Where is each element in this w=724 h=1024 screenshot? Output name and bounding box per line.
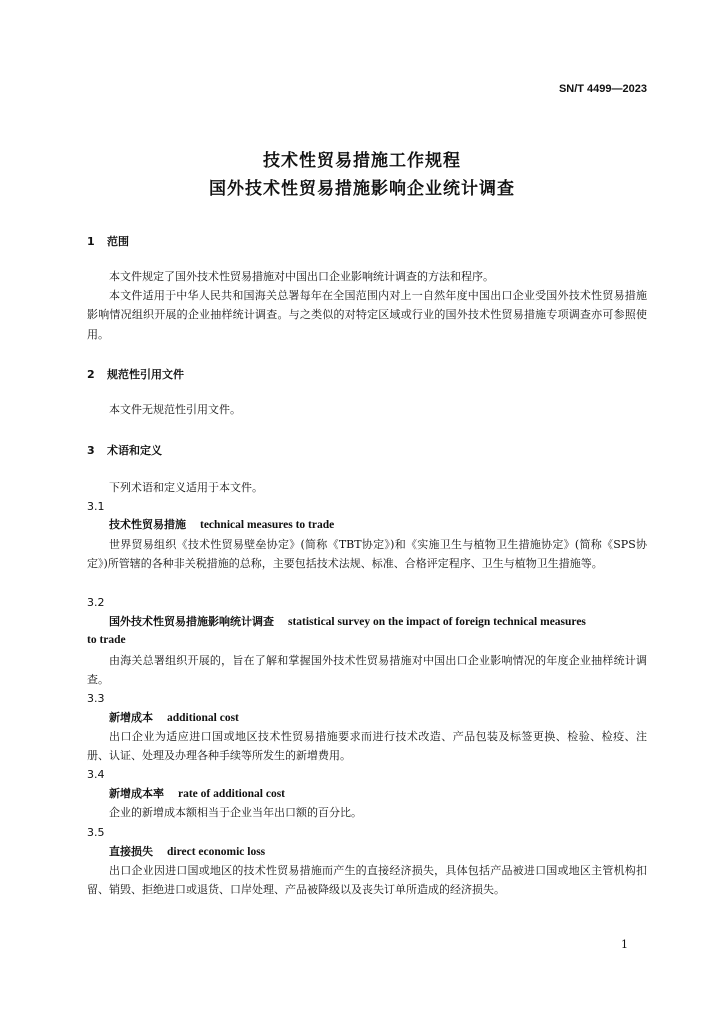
section-3-heading (87, 442, 162, 458)
term-en: direct economic loss (167, 846, 266, 858)
term-en: technical measures to trade (200, 519, 335, 531)
term-zh: 国外技术性贸易措施影响统计调查 (109, 615, 274, 628)
clause-number: 3.5 (87, 826, 105, 839)
term-entry-continued (87, 630, 647, 650)
section-number: 2 (87, 368, 95, 381)
section-number: 1 (87, 235, 95, 248)
term-entry (87, 515, 647, 535)
term-entry (87, 708, 647, 728)
clause-number: 3.2 (87, 596, 105, 609)
section-1-paragraph-1: 本文件规定了国外技术性贸易措施对中国出口企业影响统计调查的方法和程序。 (109, 270, 494, 283)
document-title-line1: 技术性贸易措施工作规程 (263, 151, 461, 171)
term-zh: 技术性贸易措施 (109, 518, 186, 531)
term-en: statistical survey on the impact of foreign technical measures (288, 616, 586, 628)
document-title-line2: 国外技术性贸易措施影响企业统计调查 (209, 179, 515, 199)
term-en: additional cost (167, 712, 239, 724)
page-number: 1 (621, 938, 628, 951)
section-1-heading (87, 233, 129, 249)
section-3-paragraph-1: 下列术语和定义适用于本文件。 (109, 481, 263, 494)
section-2-paragraph-1: 本文件无规范性引用文件。 (109, 403, 241, 416)
term-zh: 直接损失 (109, 845, 153, 858)
clause-number: 3.3 (87, 692, 105, 705)
term-zh: 新增成本率 (109, 787, 164, 800)
section-1-paragraph-2: 本文件适用于中华人民共和国海关总署每年在全国范围内对上一自然年度中国出口企业受国外技术性贸易措施影响情况组织开展的企业抽样统计调查。与之类似的对特定区域或行业的国外技术性贸易措施专项调查亦可参照使用。 (87, 289, 647, 341)
section-title: 规范性引用文件 (107, 368, 184, 381)
term-en: rate of additional cost (178, 788, 286, 800)
section-title: 范围 (107, 235, 129, 248)
standard-code: SN/T 4499—2023 (558, 83, 647, 95)
term-definition: 企业的新增成本额相当于企业当年出口额的百分比。 (109, 806, 362, 819)
term-definition: 世界贸易组织《技术性贸易壁垒协定》(简称《TBT协定》)和《实施卫生与植物卫生措施协定》(简称《SPS协定》)所管辖的各种非关税措施的总称，主要包括技术法规、标准、合格评定程序、卫生与植物卫生措施等。 (87, 538, 647, 571)
section-title: 术语和定义 (107, 444, 162, 457)
clause-number: 3.4 (87, 768, 105, 781)
clause-number: 3.1 (87, 500, 105, 513)
term-definition: 出口企业为适应进口国或地区技术性贸易措施要求而进行技术改造、产品包装及标签更换、检验、检疫、注册、认证、处理及办理各种手续等所发生的新增费用。 (87, 730, 647, 763)
term-definition: 由海关总署组织开展的，旨在了解和掌握国外技术性贸易措施对中国出口企业影响情况的年度企业抽样统计调查。 (87, 654, 647, 687)
term-entry (87, 784, 647, 804)
section-number: 3 (87, 444, 95, 457)
section-2-heading (87, 366, 184, 382)
term-en-continued: to trade (87, 634, 126, 646)
term-zh: 新增成本 (109, 711, 153, 724)
term-definition: 出口企业因进口国或地区的技术性贸易措施而产生的直接经济损失，具体包括产品被进口国或地区主管机构扣留、销毁、拒绝进口或退货、口岸处理、产品被降级以及丧失订单所造成的经济损失。 (87, 864, 647, 897)
term-entry (87, 842, 647, 862)
